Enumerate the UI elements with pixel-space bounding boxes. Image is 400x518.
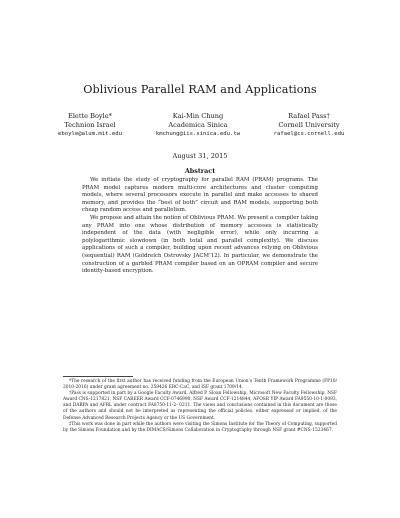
author-name: Kai-Min Chung: [172, 112, 224, 120]
author-email: rafael@cs.cornell.edu: [273, 131, 345, 137]
abstract-heading: Abstract: [184, 167, 216, 175]
author-email: eboyle@alum.mit.edu: [58, 131, 122, 137]
abstract-paragraph-1: We initiate the study of cryptography for parallel RAM (PRAM) programs. The PRAM model captures modern multi-core architectures and cluster computing models, where several processors execute in parallel and make accesses to shared memory, and provides the “best of both” circuit and RAM models, supporting both cheap random access and parallelism.: [82, 177, 318, 214]
footnotes: [63, 379, 337, 434]
abstract-paragraph-2: We propose and attain the notion of Oblivious PRAM. We present a compiler taking any PRAM into one whose distribution of memory accesses is statistically independent of the data (with negligible error), while only incurring a polylogarithmic slowdown (in both total and parallel complexity). We discuss applications of such a compiler, building upon recent advances relying on Oblivious (sequential) RAM (Goldreich Ostrovsky JACM’12). In particular, we demonstrate the construction of a garbled PRAM compiler based on an OPRAM compiler and secure identity-based encryption.: [82, 214, 319, 275]
author-name: Rafael Pass†: [288, 112, 330, 120]
paper-date: August 31, 2015: [172, 152, 228, 160]
author-3: [234, 112, 384, 139]
author-name: Elette Boyle*: [68, 112, 112, 120]
author-affiliation: Cornell University: [278, 121, 340, 129]
abstract-body: [82, 177, 318, 276]
paper-title: Oblivious Parallel RAM and Applications: [83, 83, 317, 96]
footnote-3: ‡This work was done in part while the authors were visiting the Simons Institute for the Theory of Computing, supported by the Simons Foundation and by the DIMACS/Simons Collaboration in Cryptography through NSF grant #CNS-1523467.: [63, 421, 337, 433]
author-email: kmchung@iis.sinica.edu.tw: [155, 131, 241, 137]
author-affiliation: Academica Sinica: [168, 121, 228, 129]
footnote-divider: [63, 376, 133, 377]
footnote-1: *The research of the first author has received funding from the European Union’s Tenth Framework Programme (FP10/ 2010-2016) under grant agreement no. 259426 ERC-CaC, and ISF grant 1709/14.: [63, 379, 337, 391]
footnote-2: †Pass is supported in part by a Google Faculty Award, Alfred P. Sloan Fellowship, Microsoft New Faculty Fellowship, NSF Award CNS-1217821, NSF CAREER Award CCF-0746990, NSF Award CCF-1214844, AFOSR YIP Award FA9550-10-1-0093, and DARPA and AFRL under contract FA8750-11-2- 0211. The views and conclusions contained in this document are those of the authors and should not be interpreted as representing the official policies, either expressed or implied, of the Defense Advanced Research Projects Agency or the US Government.: [63, 391, 337, 421]
author-affiliation: Technion Israel: [64, 121, 116, 129]
